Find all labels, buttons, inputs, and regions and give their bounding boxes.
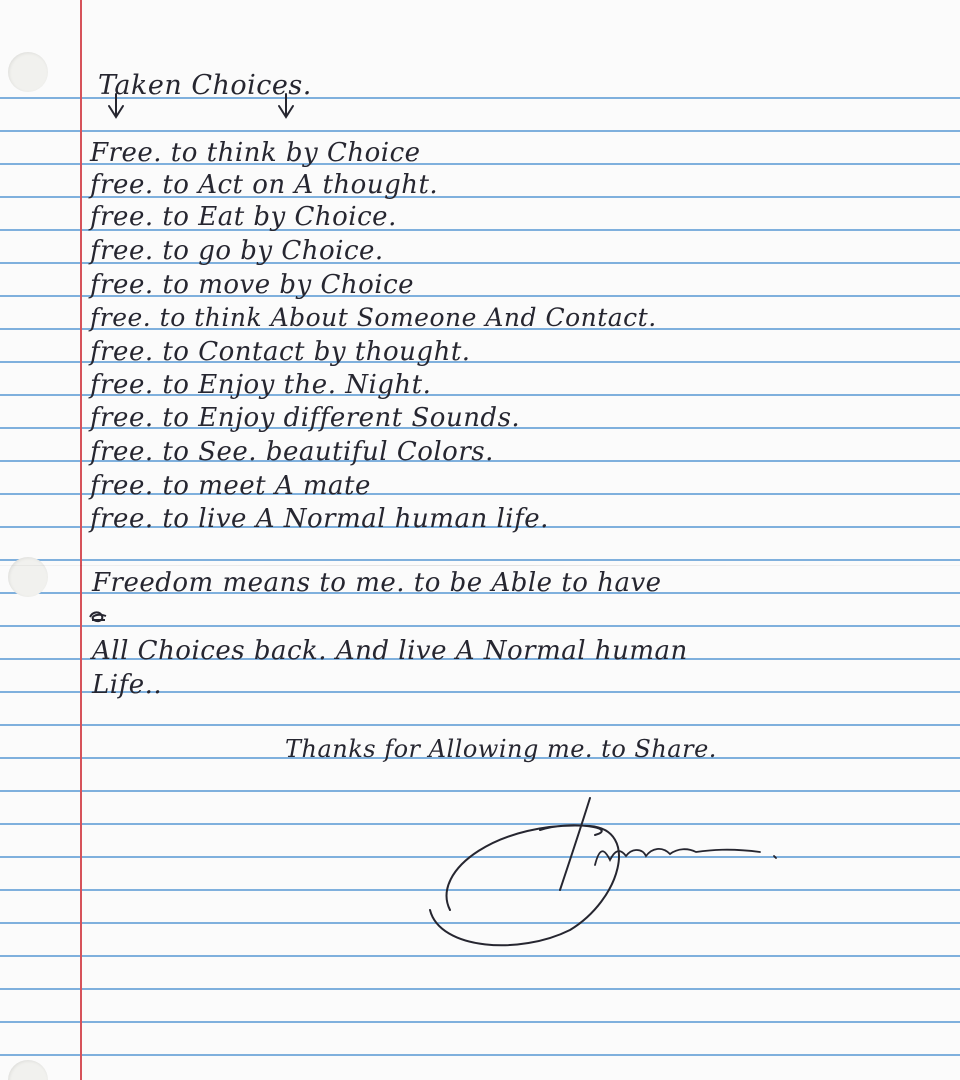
thanks-line: Thanks for Allowing me. to Share. <box>285 735 717 763</box>
binder-hole-middle <box>8 557 48 597</box>
signature <box>420 790 800 960</box>
ink-scribble-icon <box>88 608 110 626</box>
note-title: Taken Choices. <box>98 70 312 101</box>
red-margin-line <box>80 0 82 1080</box>
binder-hole-bottom <box>8 1060 48 1080</box>
note-line: free. to go by Choice. <box>90 236 384 266</box>
freedom-paragraph-line: Freedom means to me. to be Able to have <box>92 568 662 598</box>
binder-hole-top <box>8 52 48 92</box>
note-line: free. to live A Normal human life. <box>90 504 549 534</box>
note-line: free. to Eat by Choice. <box>90 202 397 232</box>
freedom-paragraph-line: All Choices back. And live A Normal human <box>92 636 688 666</box>
note-line: free. to think About Someone And Contact. <box>90 303 657 332</box>
note-line: free. to Act on A thought. <box>90 170 439 200</box>
page-header-margin <box>0 0 960 66</box>
note-line: free. to Contact by thought. <box>90 337 471 367</box>
note-line: free. to move by Choice <box>90 270 415 300</box>
freedom-paragraph-line: Life.. <box>92 670 163 700</box>
down-arrow-icon <box>106 92 126 120</box>
paper-fold-crease <box>0 565 960 566</box>
note-line: free. to meet A mate <box>90 471 371 501</box>
note-line: free. to See. beautiful Colors. <box>90 437 494 467</box>
note-line: free. to Enjoy different Sounds. <box>90 403 521 433</box>
down-arrow-icon <box>276 92 296 120</box>
signature-text: Jimmie. <box>750 910 754 911</box>
note-line: Free. to think by Choice <box>90 138 421 168</box>
note-line: free. to Enjoy the. Night. <box>90 370 432 400</box>
